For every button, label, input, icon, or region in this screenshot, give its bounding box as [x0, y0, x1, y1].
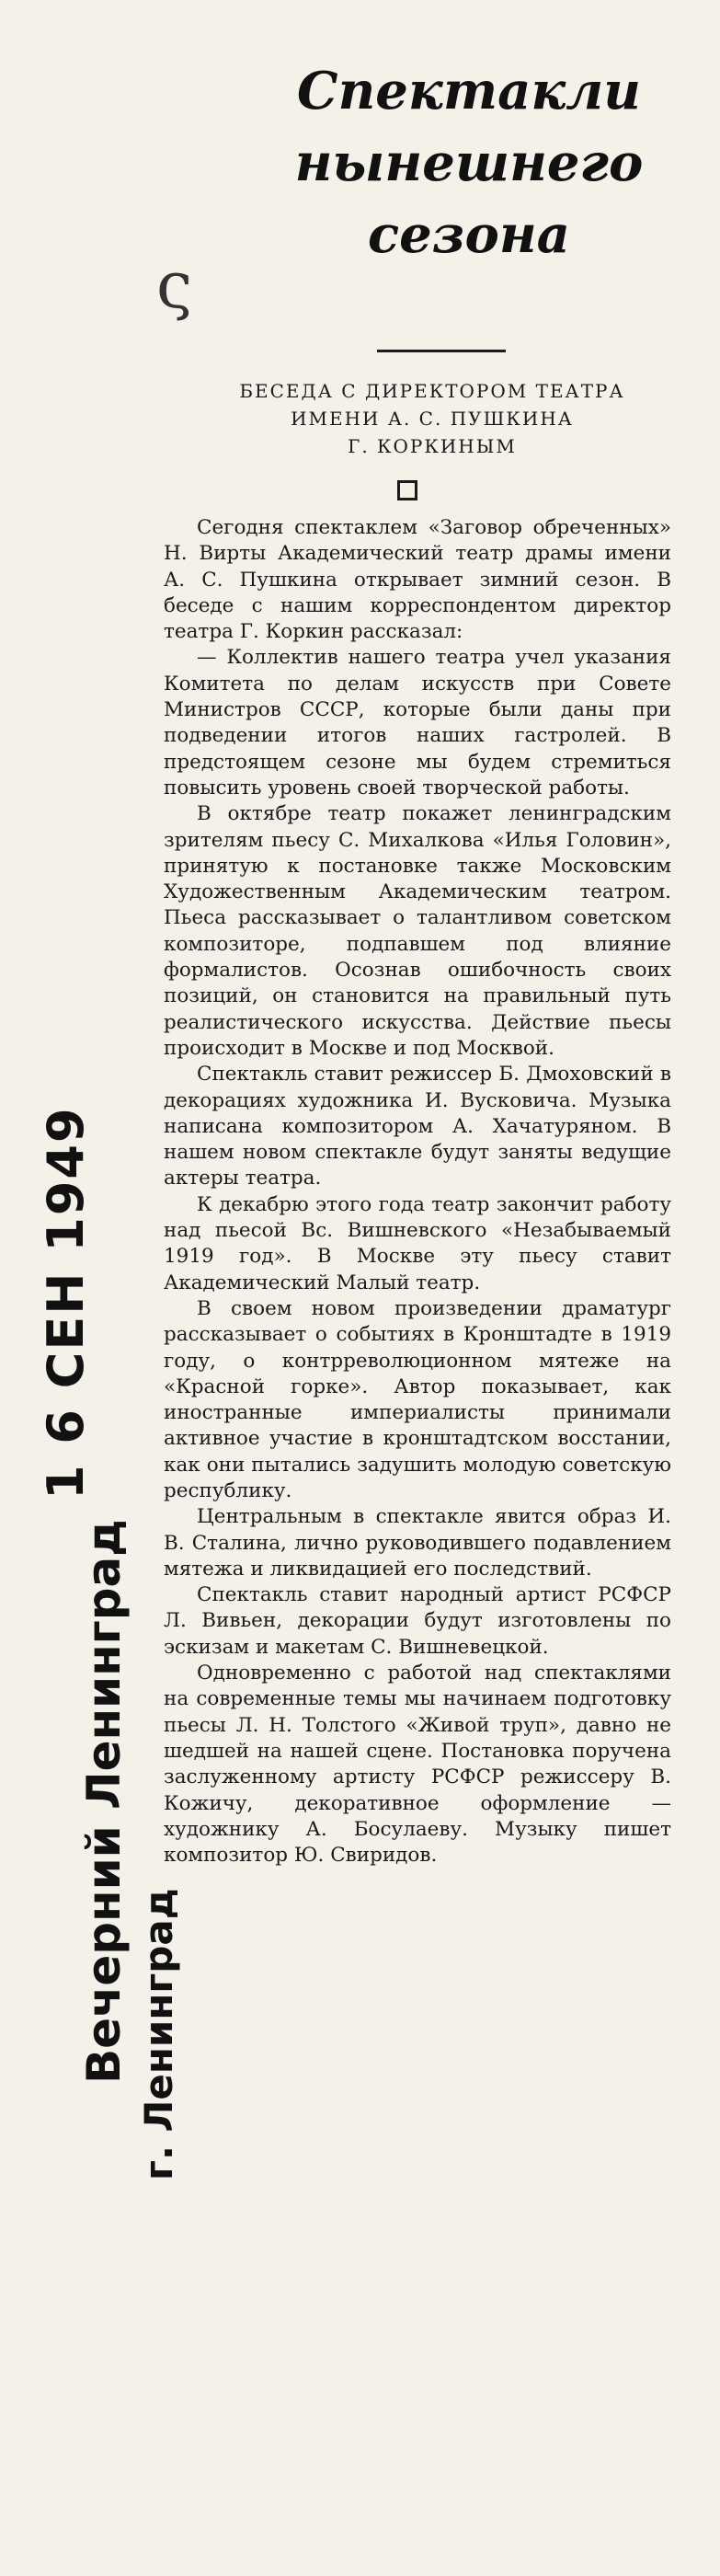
stamp-city: г. Ленинград [136, 1888, 181, 2180]
paragraph: Центральным в спектакле явится образ И. В. Сталина, лично руководившего подавлением мятежа и ликвидацией его последствий. [164, 1505, 671, 1581]
article-headline [267, 55, 671, 270]
headline-line-1: Спектакли [297, 61, 641, 121]
stamp-date: 1 6 СЕН 1949 [37, 1106, 95, 1500]
paragraph: В октябре театр покажет ленинградским зрителям пьесу С. Михалкова «Илья Головин», принятую к постановке также Московским Художественным Академическим театром. Пьеса рассказывает о талантливом советском композиторе, подпавшем под влияние формалистов. Осознав ошибочность своих позиций, он становится на правильный путь реалистического искусства. Действие пьесы происходит в Москве и под Москвой. [164, 802, 671, 1060]
paragraph: Спектакль ставит режиссер Б. Дмоховский в декорациях художника И. Вусковича. Музыка написана композитором А. Хачатуряном. В нашем новом спектакле будут заняты ведущие актеры театра. [164, 1063, 671, 1190]
handwritten-mark: ς [156, 247, 193, 323]
article-body [164, 515, 671, 1869]
archive-stamp [37, 1106, 184, 2180]
subheading-line-3: Г. КОРКИНЫМ [348, 435, 517, 457]
paragraph: — Коллектив нашего театра учел указания Комитета по делам искусств при Совете Министров СССР, которые были даны при подведении итогов наших гастролей. В предстоящем сезоне мы будем стремиться повысить уровень своей творческой работы. [164, 646, 671, 799]
paragraph: В своем новом произведении драматург рассказывает о событиях в Кронштадте в 1919 году, о контрреволюционном мятеже на «Красной горке». Автор показывает, как иностранные империалисты принимали активное участие в кронштадтском восстании, как они пытались задушить молодую советскую республику. [164, 1296, 671, 1502]
divider-rule [377, 350, 506, 352]
paragraph: Спектакль ставит народный артист РСФСР Л. Вивьен, декорации будут изготовлены по эскизам и макетам С. Вишневецкой. [164, 1583, 671, 1659]
stamp-newspaper-name: Вечерний Ленинград [77, 1519, 131, 2084]
article-subheading [193, 377, 671, 460]
subheading-line-1: БЕСЕДА С ДИРЕКТОРОМ ТЕАТРА [239, 380, 625, 402]
square-ornament-icon [397, 480, 417, 500]
newspaper-clipping [156, 55, 671, 2512]
paragraph: К декабрю этого года театр закончит работу над пьесой Вс. Вишневского «Незабываемый 1919 год». В Москве эту пьесу ставит Академический Малый театр. [164, 1192, 671, 1294]
subheading-line-2: ИМЕНИ А. С. ПУШКИНА [291, 408, 574, 430]
paragraph: Сегодня спектаклем «Заговор обреченных» Н. Вирты Академический театр драмы имени А. С. Пушкина открывает зимний сезон. В беседе с нашим корреспондентом директор театра Г. Коркин рассказал: [164, 516, 671, 644]
paragraph: Одновременно с работой над спектаклями на современные темы мы начинаем подготовку пьесы Л. Н. Толстого «Живой труп», давно не шедшей на нашей сцене. Постановка поручена заслуженному артисту РСФСР режиссеру В. Кожичу, декоративное оформление — художнику А. Босулаеву. Музыку пишет композитор Ю. Свиридов. [164, 1662, 671, 1868]
headline-line-2: нынешнего [294, 132, 644, 193]
headline-line-3: сезона [368, 204, 570, 265]
